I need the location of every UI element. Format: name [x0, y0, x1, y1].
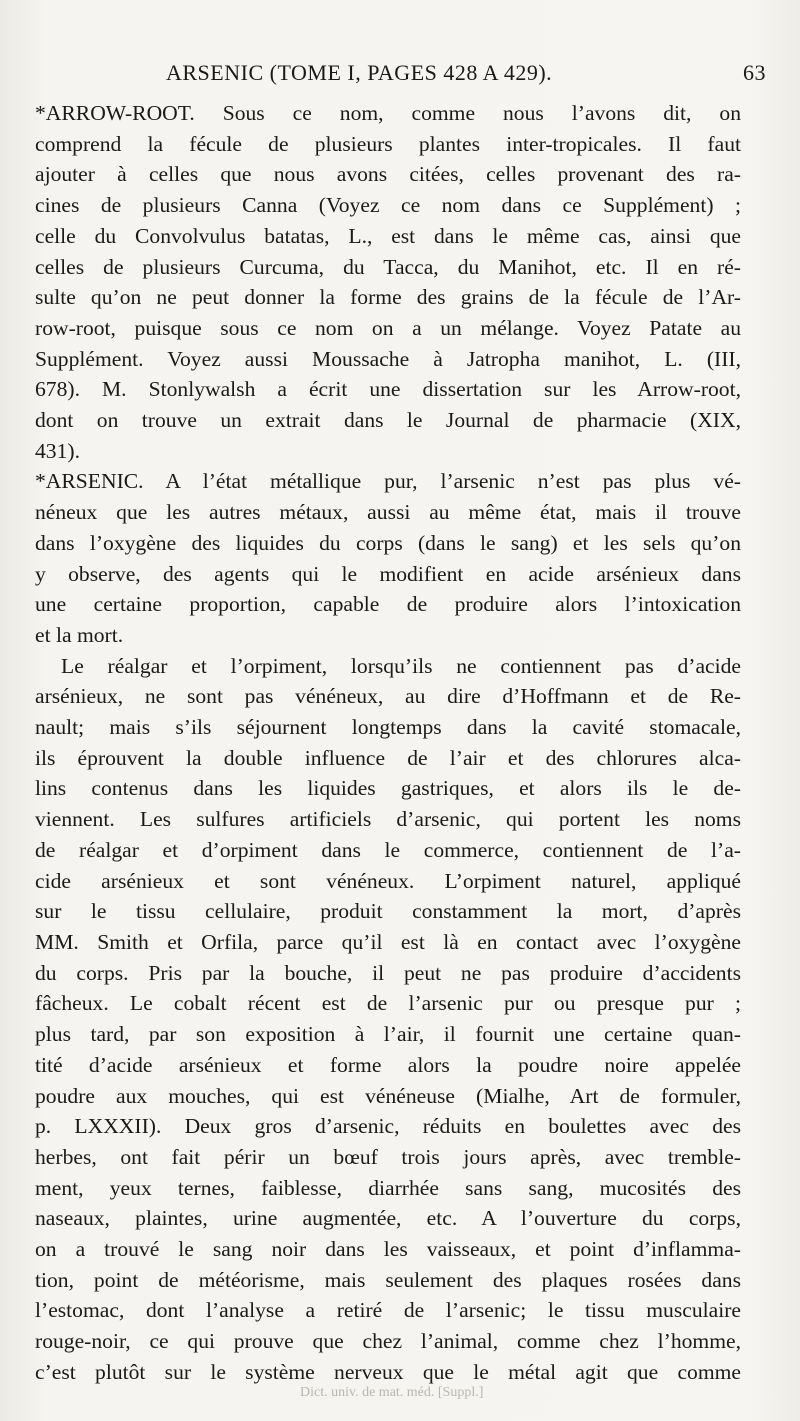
text-line: arsénieux, ne sont pas vénéneux, au dire d’Hoffmann et de Re- — [35, 684, 741, 709]
text-line: tion, point de météorisme, mais seulement des plaques rosées dans — [35, 1267, 741, 1292]
text-line: celle du Convolvulus batatas, L., est dans le même cas, ainsi que — [35, 223, 741, 248]
text-line: 431). — [35, 438, 80, 463]
text-line: nault; mais s’ils séjournent longtemps dans la cavité stomacale, — [35, 715, 741, 740]
running-header — [36, 60, 766, 86]
text-line: l’estomac, dont l’analyse a retiré de l’arsenic; le tissu musculaire — [35, 1298, 741, 1323]
bleed-through-text: Dict. univ. de mat. méd. [Suppl.] — [300, 1385, 484, 1400]
text-line: naseaux, plaintes, urine augmentée, etc. A l’ouverture du corps, — [35, 1206, 741, 1231]
text-line: Le réalgar et l’orpiment, lorsqu’ils ne contiennent pas d’acide — [61, 653, 741, 678]
paragraph-arrow-root — [35, 98, 741, 466]
text-line: tité d’acide arsénieux et forme alors la poudre noire appelée — [35, 1052, 741, 1077]
text-line: rouge-noir, ce qui prouve que chez l’animal, comme chez l’homme, — [35, 1329, 741, 1354]
text-line: du corps. Pris par la bouche, il peut ne pas produire d’accidents — [35, 960, 741, 985]
text-line: c’est plutôt sur le système nerveux que le métal agit que comme — [35, 1359, 741, 1384]
text-line: p. LXXXII). Deux gros d’arsenic, réduits en boulettes avec des — [35, 1114, 741, 1139]
text-line: cide arsénieux et sont vénéneux. L’orpiment naturel, appliqué — [35, 868, 741, 893]
text-line: poudre aux mouches, qui est vénéneuse (Mialhe, Art de formuler, — [35, 1083, 741, 1108]
text-line: cines de plusieurs Canna (Voyez ce nom dans ce Supplément) ; — [35, 193, 741, 218]
text-line: row-root, puisque sous ce nom on a un mélange. Voyez Patate au — [35, 315, 741, 340]
text-line: herbes, ont fait périr un bœuf trois jours après, avec tremble- — [35, 1144, 741, 1169]
text-line: une certaine proportion, capable de produire alors l’intoxication — [35, 592, 741, 617]
paragraph-realgar — [35, 651, 741, 1388]
text-line: sulte qu’on ne peut donner la forme des grains de la fécule de l’Ar- — [35, 285, 741, 310]
text-line: ment, yeux ternes, faiblesse, diarrhée sans sang, mucosités des — [35, 1175, 741, 1200]
text-line: MM. Smith et Orfila, parce qu’il est là en contact avec l’oxygène — [35, 929, 741, 954]
running-title: ARSENIC (TOME I, PAGES 428 A 429). — [166, 60, 553, 85]
text-line: néneux que les autres métaux, aussi au même état, mais il trouve — [35, 500, 741, 525]
text-line: on a trouvé le sang noir dans les vaisseaux, et point d’inflamma- — [35, 1237, 741, 1262]
text-line: viennent. Les sulfures artificiels d’arsenic, qui portent les noms — [35, 807, 741, 832]
text-line: et la mort. — [35, 622, 124, 647]
text-line: dans l’oxygène des liquides du corps (dans le sang) et les sels qu’on — [35, 530, 741, 555]
text-line: de réalgar et d’orpiment dans le commerce, contiennent de l’a- — [35, 837, 741, 862]
text-line: fâcheux. Le cobalt récent est de l’arsenic pur ou presque pur ; — [35, 991, 741, 1016]
text-line: *ARROW-ROOT. Sous ce nom, comme nous l’avons dit, on — [35, 101, 741, 125]
text-line: sur le tissu cellulaire, produit constamment la mort, d’après — [35, 899, 741, 924]
text-line: ajouter à celles que nous avons citées, celles provenant des ra- — [35, 162, 741, 187]
text-line: dont on trouve un extrait dans le Journal de pharmacie (XIX, — [35, 408, 741, 433]
page-number: 63 — [743, 60, 766, 85]
text-line: 678). M. Stonlywalsh a écrit une dissertation sur les Arrow-root, — [35, 377, 741, 402]
body-text — [35, 98, 741, 1388]
text-line: lins contenus dans les liquides gastriques, et alors ils le de- — [35, 776, 741, 801]
text-line: comprend la fécule de plusieurs plantes inter-tropicales. Il faut — [35, 131, 741, 156]
text-line: y observe, des agents qui le modifient en acide arsénieux dans — [35, 561, 741, 586]
text-line: *ARSENIC. A l’état métallique pur, l’arsenic n’est pas plus vé- — [35, 469, 741, 494]
text-line: ils éprouvent la double influence de l’air et des chlorures alca- — [35, 745, 741, 770]
text-line: Supplément. Voyez aussi Moussache à Jatropha manihot, L. (III, — [35, 346, 741, 371]
text-line: celles de plusieurs Curcuma, du Tacca, du Manihot, etc. Il en ré- — [35, 254, 741, 279]
paragraph-arsenic — [35, 466, 741, 650]
text-line: plus tard, par son exposition à l’air, il fournit une certaine quan- — [35, 1022, 741, 1047]
